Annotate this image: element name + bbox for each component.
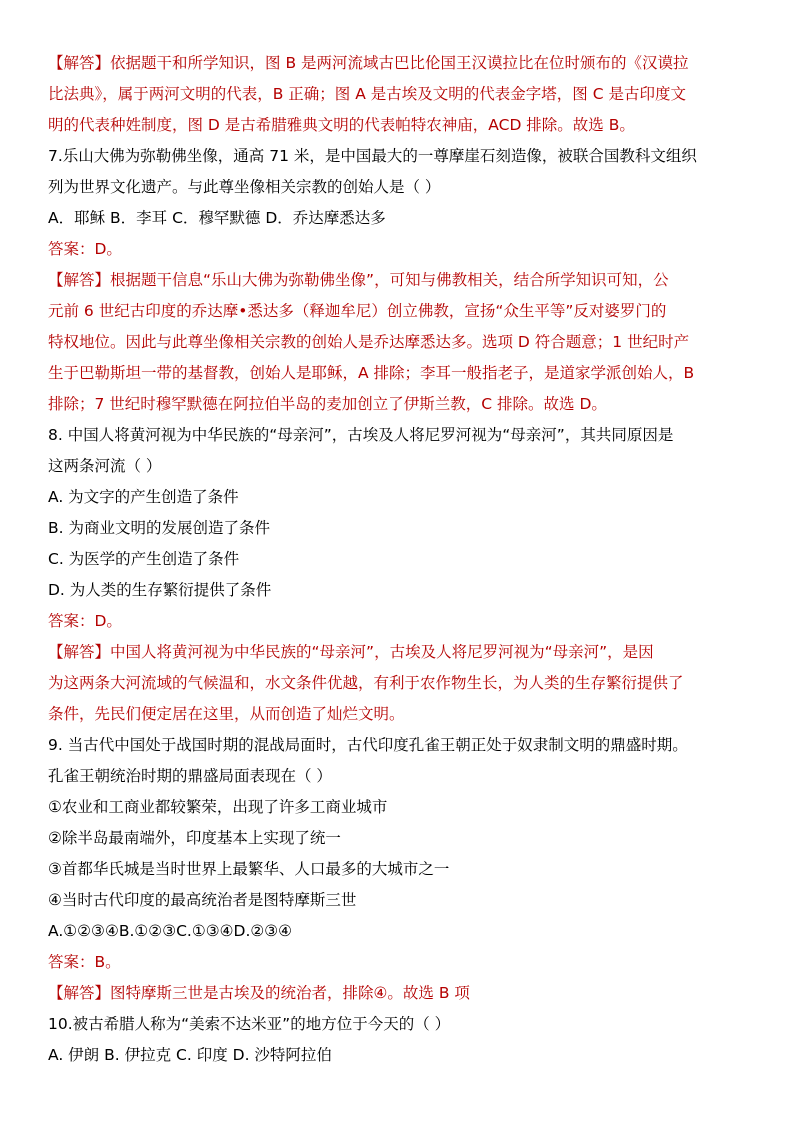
analysis-line: 为这两条大河流域的气候温和，水文条件优越，有利于农作物生长，为人类的生存繁衍提供了 [48,674,684,692]
analysis-text: 依据题干和所学知识，图 B 是两河流域古巴比伦国王汉谟拉比在位时颁布的《汉谟拉 [110,54,689,72]
answer-line: 答案：B。 [48,953,121,971]
analysis-tag: 【解答】 [48,643,111,661]
question-line: 10.被古希腊人称为“美索不达米亚”的地方位于今天的（ ） [48,1015,451,1033]
analysis-text: 根据题干信息“乐山大佛为弥勒佛坐像”，可知与佛教相关，结合所学知识可知，公 [110,271,669,289]
question-line: B. 为商业文明的发展创造了条件 [48,519,270,537]
question-line: ①农业和工商业都较繁荣，出现了许多工商业城市 [48,798,388,816]
question-line: A. 为文字的产生创造了条件 [48,488,239,506]
question-line: A．耶稣 B．李耳 C．穆罕默德 D．乔达摩悉达多 [48,209,386,227]
question-line: 9. 当古代中国处于战国时期的混战局面时，古代印度孔雀王朝正处于奴隶制文明的鼎盛时期。 [48,736,688,754]
question-line: A.①②③④B.①②③C.①③④D.②③④ [48,922,293,940]
analysis-line [48,637,748,668]
analysis-line: 明的代表种姓制度，图 D 是古希腊雅典文明的代表帕特农神庙，ACD 排除。故选 B。 [48,116,635,134]
answer-line: 答案：D。 [48,612,122,630]
analysis-line: 条件，先民们便定居在这里，从而创造了灿烂文明。 [48,705,405,723]
question-line: 7.乐山大佛为弥勒佛坐像，通高 71 米，是中国最大的一尊摩崖石刻造像，被联合国教科文组织 [48,147,697,165]
question-line: 这两条河流（ ） [48,457,162,475]
analysis-tag: 【解答】 [48,984,111,1002]
analysis-line: 比法典》，属于两河文明的代表，B 正确；图 A 是古埃及文明的代表金字塔，图 C 是古印度文 [48,85,686,103]
analysis-text: 图特摩斯三世是古埃及的统治者，排除④。故选 B 项 [110,984,470,1002]
analysis-text: 中国人将黄河视为中华民族的“母亲河”，古埃及人将尼罗河视为“母亲河”，是因 [110,643,654,661]
question-line: 孔雀王朝统治时期的鼎盛局面表现在（ ） [48,767,332,785]
analysis-tag: 【解答】 [48,54,111,72]
document-page [48,48,748,1071]
question-line: ③首都华氏城是当时世界上最繁华、人口最多的大城市之一 [48,860,450,878]
analysis-line: 排除；7 世纪时穆罕默德在阿拉伯半岛的麦加创立了伊斯兰教，C 排除。故选 D。 [48,395,607,413]
analysis-line [48,978,748,1009]
question-line: 列为世界文化遗产。与此尊坐像相关宗教的创始人是（ ） [48,178,441,196]
analysis-line [48,265,748,296]
question-line: C. 为医学的产生创造了条件 [48,550,240,568]
question-line: A. 伊朗 B. 伊拉克 C. 印度 D. 沙特阿拉伯 [48,1046,332,1064]
question-line: ②除半岛最南端外，印度基本上实现了统一 [48,829,341,847]
answer-line: 答案：D。 [48,240,122,258]
analysis-line: 特权地位。因此与此尊坐像相关宗教的创始人是乔达摩悉达多。选项 D 符合题意；1 世纪时产 [48,333,690,351]
analysis-line: 元前 6 世纪古印度的乔达摩•悉达多（释迦牟尼）创立佛教，宣扬“众生平等”反对婆罗门的 [48,302,667,320]
question-line: D. 为人类的生存繁衍提供了条件 [48,581,272,599]
analysis-tag: 【解答】 [48,271,111,289]
analysis-line: 生于巴勒斯坦一带的基督教，创始人是耶稣，A 排除；李耳一般指老子，是道家学派创始人，B [48,364,695,382]
analysis-line [48,48,748,79]
question-line: 8. 中国人将黄河视为中华民族的“母亲河”，古埃及人将尼罗河视为“母亲河”，其共同原因是 [48,426,674,444]
question-line: ④当时古代印度的最高统治者是图特摩斯三世 [48,891,357,909]
